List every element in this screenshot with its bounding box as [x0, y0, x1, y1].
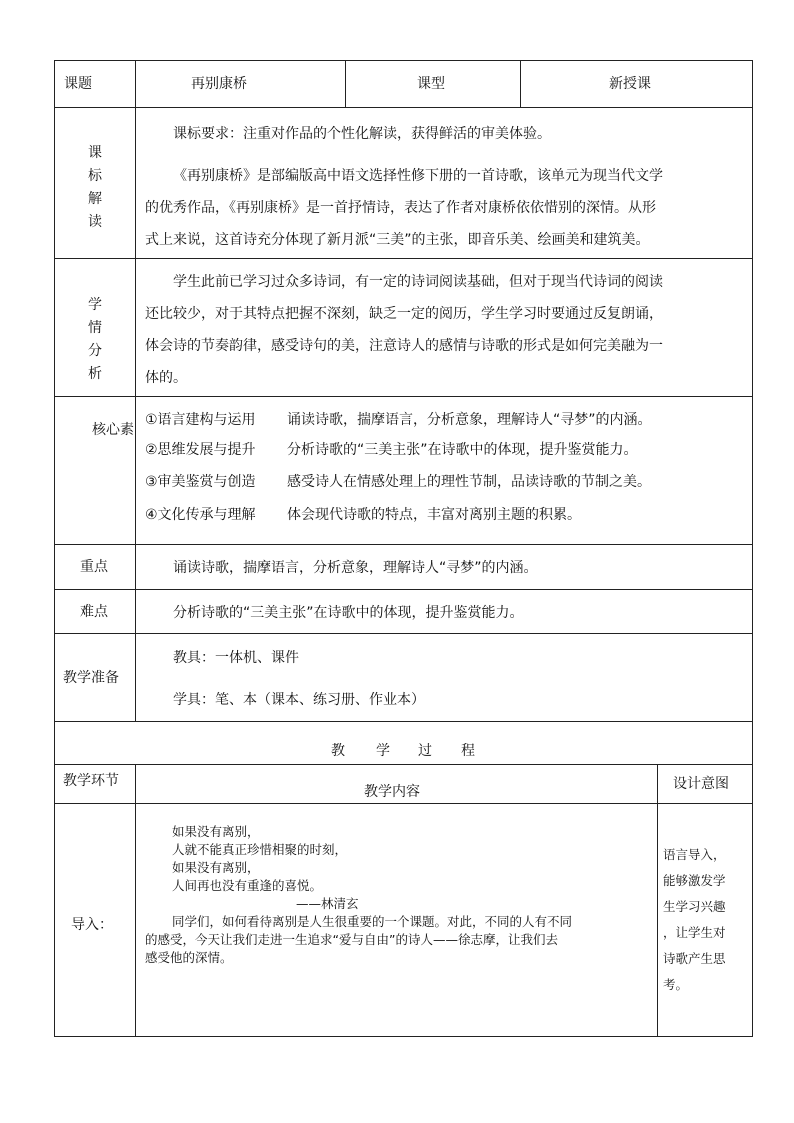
- column-header-design: 设计意图: [673, 776, 729, 792]
- intro-paragraph-line: 的感受，今天让我们走进一生追求“爱与自由”的诗人——徐志摩，让我们去: [145, 932, 558, 947]
- grid-line: [657, 764, 658, 1036]
- student-label: [88, 294, 102, 386]
- type-label: 课型: [417, 76, 445, 92]
- grid-line: [54, 60, 55, 1037]
- preparation-student: 学具：笔、本（课本、练习册、作业本）: [173, 692, 425, 708]
- core-label-clip: [92, 420, 135, 444]
- core-item-desc: 感受诗人在情感处理上的理性节制，品读诗歌的节制之美。: [287, 474, 651, 490]
- core-item-name: ②思维发展与提升: [145, 442, 256, 458]
- grid-line: [54, 396, 753, 397]
- key-point-label: 重点: [80, 559, 108, 575]
- label-char: 课: [88, 145, 102, 161]
- process-title-char: 过: [418, 743, 432, 759]
- grid-line: [54, 633, 753, 634]
- label-char: 标: [88, 168, 102, 184]
- grid-line: [54, 803, 753, 804]
- core-item-name: ①语言建构与运用: [145, 412, 256, 428]
- grid-line: [54, 107, 753, 108]
- intro-poem-line: 人间再也没有重逢的喜悦。: [172, 878, 323, 893]
- label-char: 析: [88, 366, 102, 382]
- grid-line: [752, 60, 753, 1037]
- grid-line: [345, 60, 346, 107]
- process-title-char: 程: [461, 743, 475, 759]
- intro-design-line: 能够激发学: [663, 873, 726, 888]
- intro-paragraph-line: 感受他的深情。: [145, 950, 233, 965]
- difficulty-text: 分析诗歌的“三美主张”在诗歌中的体现，提升鉴赏能力。: [173, 605, 524, 621]
- intro-design-line: 诗歌产生思: [663, 951, 726, 966]
- curriculum-line: 的优秀作品，《再别康桥》是一首抒情诗，表达了作者对康桥依依惜别的深情。从形: [145, 200, 656, 216]
- grid-line: [520, 60, 521, 107]
- grid-line: [135, 764, 136, 1036]
- intro-poem-author: ——林清玄: [296, 896, 359, 911]
- grid-line: [54, 60, 753, 61]
- label-char: 学: [88, 297, 102, 313]
- curriculum-line: 式上来说，这首诗充分体现了新月派“三美”的主张，即音乐美、绘画美和建筑美。: [145, 232, 650, 248]
- label-char: 分: [88, 343, 102, 359]
- intro-poem-line: 如果没有离别，: [172, 824, 260, 839]
- grid-line: [54, 589, 753, 590]
- difficulty-label: 难点: [80, 604, 108, 620]
- intro-paragraph-line: 同学们，如何看待离别是人生很重要的一个课题。对此，不同的人有不同: [172, 914, 573, 929]
- student-line: 还比较少，对于其特点把握不深刻，缺乏一定的阅历，学生学习时要通过反复朗诵，: [145, 306, 663, 322]
- intro-poem-line: 人就不能真正珍惜相聚的时刻，: [172, 842, 348, 857]
- grid-line: [54, 764, 753, 765]
- intro-design-line: ，让学生对: [663, 925, 726, 940]
- process-title-char: 学: [376, 743, 390, 759]
- preparation-teacher: 教具：一体机、课件: [173, 650, 299, 666]
- curriculum-line: 课标要求：注重对作品的个性化解读，获得鲜活的审美体验。: [173, 126, 551, 142]
- core-item-desc: 体会现代诗歌的特点，丰富对离别主题的积累。: [287, 507, 581, 523]
- column-header-stage: 教学环节: [63, 773, 119, 789]
- student-line: 体会诗的节奏韵律，感受诗句的美，注意诗人的感情与诗歌的形式是如何完美融为一: [145, 338, 663, 354]
- student-line: 学生此前已学习过众多诗词，有一定的诗词阅读基础，但对于现当代诗词的阅读: [173, 274, 663, 290]
- intro-design-line: 考。: [663, 977, 689, 992]
- core-item-desc: 诵读诗歌，揣摩语言，分析意象，理解诗人“寻梦”的内涵。: [287, 412, 652, 428]
- intro-stage-label: 导入：: [71, 917, 113, 933]
- core-item-desc: 分析诗歌的“三美主张”在诗歌中的体现，提升鉴赏能力。: [287, 442, 638, 458]
- label-char: 解: [88, 191, 102, 207]
- type-value: 新授课: [609, 76, 651, 92]
- intro-design-line: 语言导入，: [663, 847, 726, 862]
- grid-line: [54, 1036, 753, 1037]
- process-title-char: 教: [331, 743, 345, 759]
- grid-line: [54, 258, 753, 259]
- core-label: 核心素: [92, 422, 134, 438]
- grid-line: [54, 544, 753, 545]
- topic-value: 再别康桥: [191, 76, 247, 92]
- grid-line: [54, 721, 753, 722]
- core-item-name: ④文化传承与理解: [145, 507, 256, 523]
- label-char: 情: [88, 320, 102, 336]
- label-char: 读: [88, 214, 102, 230]
- topic-label: 课题: [64, 76, 92, 92]
- preparation-label: 教学准备: [63, 670, 119, 686]
- key-point-text: 诵读诗歌，揣摩语言，分析意象，理解诗人“寻梦”的内涵。: [173, 560, 538, 576]
- grid-line: [135, 60, 136, 721]
- intro-poem-line: 如果没有离别，: [172, 860, 260, 875]
- curriculum-label: [88, 142, 102, 234]
- core-item-name: ③审美鉴赏与创造: [145, 474, 256, 490]
- column-header-content: 教学内容: [364, 784, 420, 800]
- curriculum-line: 《再别康桥》是部编版高中语文选择性修下册的一首诗歌，该单元为现当代文学: [173, 168, 663, 184]
- student-line: 体的。: [145, 370, 187, 386]
- intro-design-line: 生学习兴趣: [663, 899, 726, 914]
